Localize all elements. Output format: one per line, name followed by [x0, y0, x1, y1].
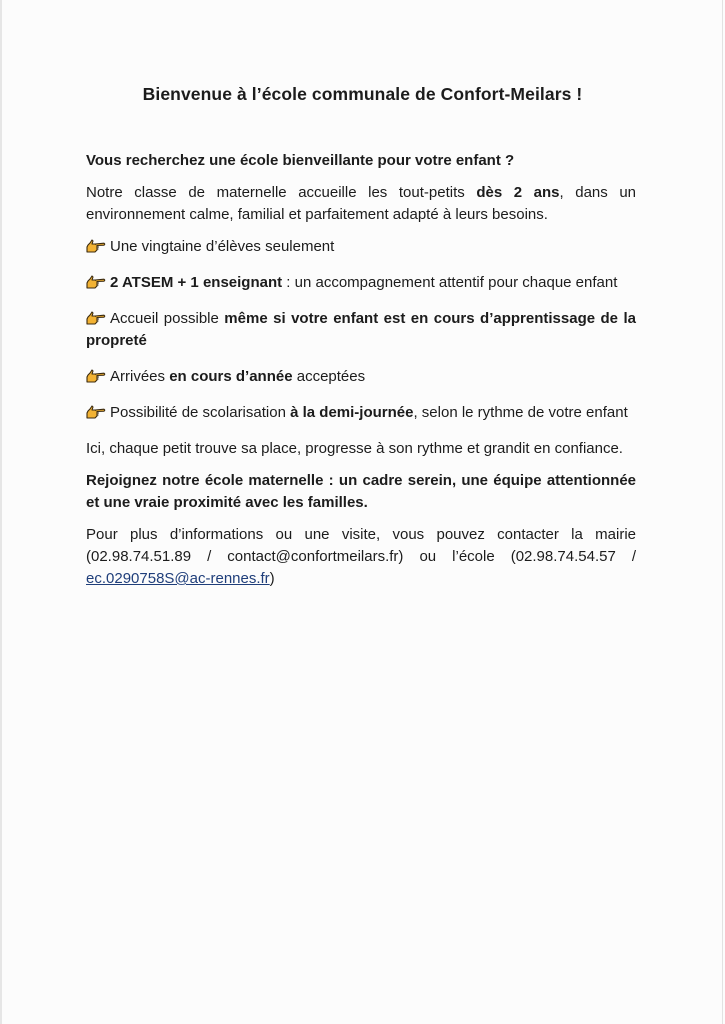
- bullet-text: Accueil possible: [110, 310, 225, 327]
- contact-text: Pour plus d’informations ou une visite, vous pouvez contacter la mairie (02.98.74.51.89 / contact@confortmeilars.fr) ou l’école (02.98.74.54.57 /: [86, 526, 636, 565]
- bullet-item: [86, 366, 636, 388]
- scan-left-edge: [0, 0, 2, 1024]
- bullet-item: [86, 272, 636, 294]
- pointing-hand-icon: [86, 239, 106, 253]
- contact-text-end: ): [269, 570, 275, 587]
- pointing-hand-icon: [86, 311, 106, 325]
- intro-paragraph: [86, 182, 636, 226]
- bullet-bold: en cours d’année: [169, 368, 293, 385]
- contact-paragraph: [86, 524, 636, 590]
- content: [86, 150, 636, 590]
- bullet-text: Arrivées: [110, 368, 170, 385]
- bullet-bold: à la demi-journée: [290, 404, 414, 421]
- pointing-hand-icon: [86, 405, 106, 419]
- bullet-text: Une vingtaine d’élèves seulement: [110, 238, 335, 255]
- bullet-text-end: : un accompagnement attentif pour chaque enfant: [282, 274, 618, 291]
- bullet-text-end: , selon le rythme de votre enfant: [413, 404, 628, 421]
- school-email-link[interactable]: ec.0290758S@ac-rennes.fr: [86, 570, 270, 587]
- intro-bold: dès 2 ans: [476, 184, 560, 201]
- page-title: Bienvenue à l’école communale de Confort-Meilars !: [142, 84, 583, 104]
- intro-text: Notre classe de maternelle accueille les tout-petits: [86, 184, 477, 201]
- bullet-item: [86, 402, 636, 424]
- bullet-item: [86, 308, 636, 352]
- bullet-text-end: acceptées: [292, 368, 366, 385]
- question-heading: Vous recherchez une école bienveillante pour votre enfant ?: [86, 152, 515, 169]
- bullet-text: Possibilité de scolarisation: [110, 404, 291, 421]
- call-to-action: Rejoignez notre école maternelle : un cadre serein, une équipe attentionnée et une vraie proximité avec les familles.: [86, 472, 636, 511]
- bullet-bold: même si votre enfant est en cours d’apprentissage de la propreté: [86, 310, 636, 349]
- pointing-hand-icon: [86, 369, 106, 383]
- closing-paragraph: Ici, chaque petit trouve sa place, progresse à son rythme et grandit en confiance.: [86, 440, 623, 457]
- bullet-item: [86, 236, 636, 258]
- intro-text-end: , dans un environnement calme, familial et parfaitement adapté à leurs besoins.: [86, 184, 637, 223]
- pointing-hand-icon: [86, 275, 106, 289]
- scan-right-edge: [722, 0, 723, 1024]
- bullet-bold: 2 ATSEM + 1 enseignant: [110, 274, 283, 291]
